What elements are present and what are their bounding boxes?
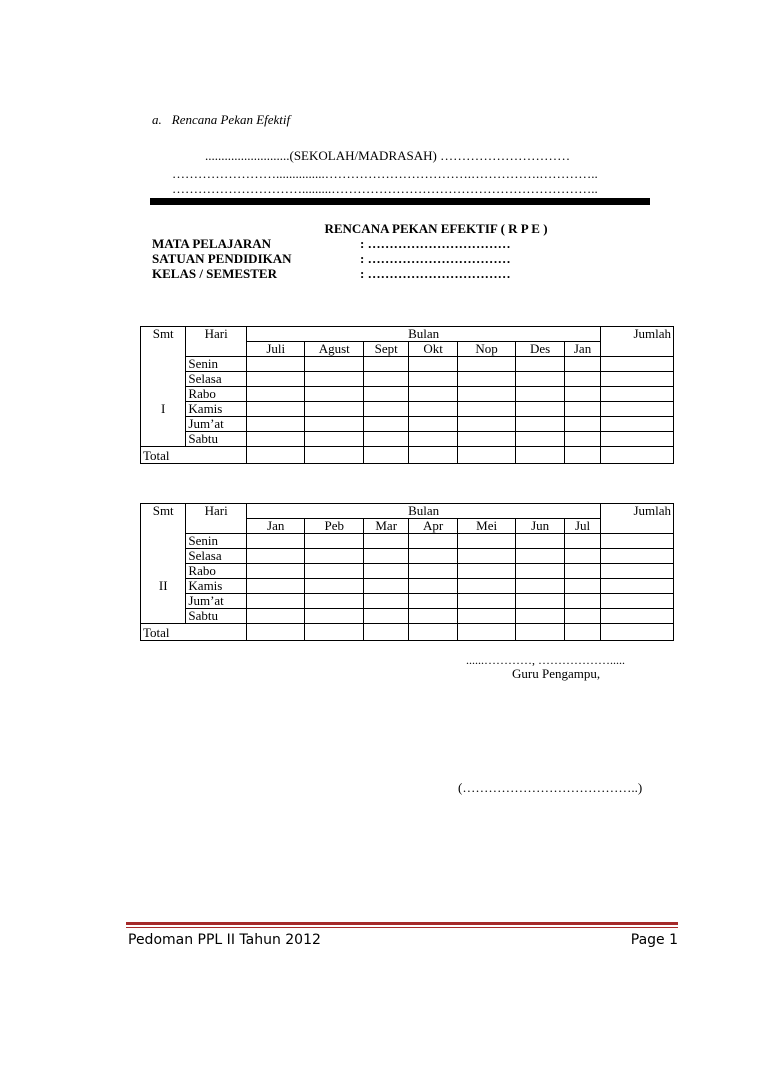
day-cell: Kamis: [186, 402, 247, 417]
table-cell: [246, 402, 305, 417]
table-cell: [457, 594, 516, 609]
table-cell: [409, 432, 457, 447]
table-cell: [305, 402, 364, 417]
table-cell: [601, 594, 674, 609]
day-cell: Senin: [186, 534, 247, 549]
month-header: Sept: [364, 342, 409, 357]
month-header: Peb: [305, 519, 364, 534]
table-cell: [246, 549, 305, 564]
table-cell: [564, 594, 600, 609]
table-cell: [601, 624, 674, 641]
table-cell: [516, 447, 564, 464]
table-cell: [246, 432, 305, 447]
table-cell: [601, 357, 674, 372]
table-cell: [305, 549, 364, 564]
table-cell: [141, 342, 186, 357]
semester-label: I: [141, 402, 186, 417]
table-cell: [364, 549, 409, 564]
info-value: : ……………………………: [360, 251, 511, 266]
address-dots-line-2: ………………………….........……………………………………………………..: [172, 181, 598, 196]
table-cell: [457, 357, 516, 372]
table-cell: [564, 357, 600, 372]
footer-title: Pedoman PPL II Tahun 2012: [128, 932, 321, 948]
semester-label: II: [141, 579, 186, 594]
table-cell: [457, 387, 516, 402]
table-cell: [141, 594, 186, 609]
table-cell: [364, 579, 409, 594]
table-cell: [409, 372, 457, 387]
month-header: Jan: [246, 519, 305, 534]
table-cell: [305, 534, 364, 549]
table-cell: [305, 624, 364, 641]
day-cell: Jum’at: [186, 594, 247, 609]
table-cell: [409, 534, 457, 549]
day-cell: Sabtu: [186, 432, 247, 447]
table-cell: [516, 387, 564, 402]
table-cell: [305, 417, 364, 432]
footer-rule-thick: [126, 922, 678, 925]
table-cell: [601, 372, 674, 387]
address-dots-line-1: ……………………...............…………………………….…………….…………..: [172, 166, 598, 181]
table-cell: [564, 432, 600, 447]
table-cell: [246, 564, 305, 579]
info-row-class-semester: [152, 266, 511, 282]
table-cell: [564, 534, 600, 549]
total-label: Total: [141, 447, 247, 464]
table-cell: [305, 609, 364, 624]
table-cell: [364, 387, 409, 402]
day-cell: Jum’at: [186, 417, 247, 432]
table-cell: [305, 387, 364, 402]
month-header: Jun: [516, 519, 564, 534]
signature-place-date: ......…………, ……………….....: [466, 653, 625, 667]
table-cell: [364, 357, 409, 372]
table-cell: [305, 372, 364, 387]
table-cell: [457, 432, 516, 447]
table-cell: [141, 432, 186, 447]
section-label: a.: [152, 112, 162, 127]
table-cell: [457, 564, 516, 579]
day-cell: Rabo: [186, 564, 247, 579]
table-cell: [516, 594, 564, 609]
table-cell: [516, 357, 564, 372]
info-row-subject: [152, 236, 511, 252]
signature-role: Guru Pengampu,: [512, 666, 601, 681]
bulan-header: Bulan: [246, 504, 600, 519]
table-cell: [141, 519, 186, 534]
table-cell: [409, 387, 457, 402]
jumlah-header: Jumlah: [601, 504, 674, 519]
table-cell: [246, 357, 305, 372]
info-row-school-unit: [152, 251, 511, 267]
month-header: Jul: [564, 519, 600, 534]
table-cell: [564, 372, 600, 387]
table-cell: [457, 534, 516, 549]
table-cell: [601, 447, 674, 464]
table-cell: [601, 402, 674, 417]
day-cell: Selasa: [186, 372, 247, 387]
table-cell: [601, 342, 674, 357]
table-cell: [364, 594, 409, 609]
table-cell: [601, 579, 674, 594]
page-number: Page 1: [630, 932, 678, 948]
table-cell: [564, 624, 600, 641]
section-title: Rencana Pekan Efektif: [171, 112, 291, 127]
table-cell: [246, 624, 305, 641]
table-cell: [564, 549, 600, 564]
month-header: Nop: [457, 342, 516, 357]
table-cell: [564, 417, 600, 432]
table-cell: [516, 549, 564, 564]
table-cell: [409, 447, 457, 464]
hari-header: Hari: [186, 327, 247, 342]
table-cell: [601, 432, 674, 447]
month-header: Okt: [409, 342, 457, 357]
table-cell: [564, 387, 600, 402]
table-cell: [457, 402, 516, 417]
table-cell: [246, 387, 305, 402]
table-cell: [457, 549, 516, 564]
table-cell: [305, 357, 364, 372]
document-title: RENCANA PEKAN EFEKTIF ( R P E ): [324, 221, 548, 236]
table-cell: [409, 624, 457, 641]
table-cell: [246, 609, 305, 624]
table-cell: [516, 564, 564, 579]
table-cell: [141, 609, 186, 624]
table-cell: [141, 534, 186, 549]
semester-1-table: [140, 326, 674, 464]
table-cell: [601, 609, 674, 624]
total-label: Total: [141, 624, 247, 641]
jumlah-header: Jumlah: [601, 327, 674, 342]
month-header: Mar: [364, 519, 409, 534]
smt-header: Smt: [141, 327, 186, 342]
table-cell: [457, 624, 516, 641]
table-cell: [409, 357, 457, 372]
month-header: Juli: [246, 342, 305, 357]
table-cell: [457, 447, 516, 464]
table-cell: [364, 534, 409, 549]
info-key: KELAS / SEMESTER: [152, 266, 277, 281]
table-cell: [564, 579, 600, 594]
signature-name-line: (…………………………………..): [458, 780, 643, 795]
month-header: Des: [516, 342, 564, 357]
table-cell: [564, 402, 600, 417]
school-line: ..........................(SEKOLAH/MADRASAH) …………………………: [205, 148, 571, 163]
day-cell: Kamis: [186, 579, 247, 594]
table-cell: [364, 372, 409, 387]
month-header: Apr: [409, 519, 457, 534]
table-cell: [364, 417, 409, 432]
semester-2-table: [140, 503, 674, 641]
table-cell: [516, 579, 564, 594]
table-cell: [141, 549, 186, 564]
table-cell: [564, 564, 600, 579]
table-cell: [305, 447, 364, 464]
table-cell: [601, 549, 674, 564]
table-cell: [457, 579, 516, 594]
table-cell: [601, 564, 674, 579]
table-cell: [246, 447, 305, 464]
info-value: : ……………………………: [360, 266, 511, 281]
table-cell: [141, 417, 186, 432]
table-cell: [409, 609, 457, 624]
table-cell: [516, 624, 564, 641]
table-cell: [601, 534, 674, 549]
table-cell: [186, 342, 247, 357]
table-cell: [141, 372, 186, 387]
table-cell: [246, 534, 305, 549]
table-cell: [305, 579, 364, 594]
table-cell: [601, 387, 674, 402]
table-cell: [457, 417, 516, 432]
table-cell: [409, 564, 457, 579]
table-cell: [409, 402, 457, 417]
table-cell: [364, 609, 409, 624]
info-value: : ……………………………: [360, 236, 511, 251]
info-key: MATA PELAJARAN: [152, 236, 272, 251]
day-cell: Sabtu: [186, 609, 247, 624]
bulan-header: Bulan: [246, 327, 600, 342]
section-heading: [152, 112, 290, 128]
day-cell: Senin: [186, 357, 247, 372]
table-cell: [246, 594, 305, 609]
table-cell: [516, 417, 564, 432]
table-cell: [246, 579, 305, 594]
table-cell: [601, 417, 674, 432]
table-cell: [246, 417, 305, 432]
day-cell: Rabo: [186, 387, 247, 402]
table-cell: [516, 609, 564, 624]
table-cell: [516, 372, 564, 387]
table-cell: [564, 447, 600, 464]
table-cell: [457, 372, 516, 387]
table-cell: [516, 534, 564, 549]
table-cell: [364, 564, 409, 579]
table-cell: [457, 609, 516, 624]
hari-header: Hari: [186, 504, 247, 519]
table-cell: [601, 519, 674, 534]
table-cell: [409, 594, 457, 609]
table-cell: [305, 564, 364, 579]
table-cell: [564, 609, 600, 624]
table-cell: [516, 432, 564, 447]
smt-header: Smt: [141, 504, 186, 519]
table-cell: [364, 402, 409, 417]
info-key: SATUAN PENDIDIKAN: [152, 251, 292, 266]
table-cell: [409, 579, 457, 594]
day-cell: Selasa: [186, 549, 247, 564]
table-cell: [246, 372, 305, 387]
table-cell: [141, 357, 186, 372]
table-cell: [305, 432, 364, 447]
footer-rule-thin: [126, 927, 678, 928]
table-cell: [516, 402, 564, 417]
header-divider: [150, 198, 650, 205]
table-cell: [141, 387, 186, 402]
table-cell: [364, 624, 409, 641]
table-cell: [409, 549, 457, 564]
month-header: Jan: [564, 342, 600, 357]
table-cell: [305, 594, 364, 609]
table-cell: [364, 432, 409, 447]
month-header: Agust: [305, 342, 364, 357]
table-cell: [409, 417, 457, 432]
month-header: Mei: [457, 519, 516, 534]
table-cell: [364, 447, 409, 464]
table-cell: [141, 564, 186, 579]
table-cell: [186, 519, 247, 534]
